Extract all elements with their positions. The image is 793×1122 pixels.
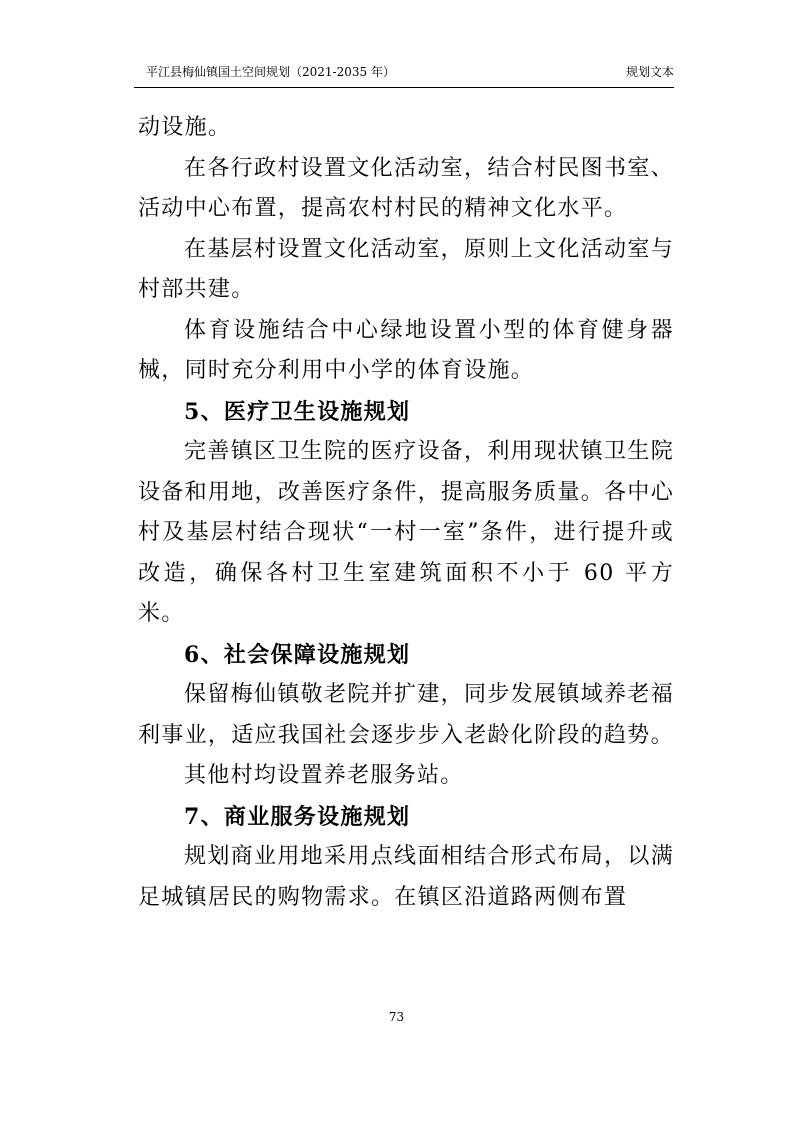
paragraph-continued: 动设施。 <box>138 115 232 140</box>
header-document-title: 平江县梅仙镇国土空间规划（2021-2035 年） <box>146 65 395 79</box>
header-section-label: 规划文本 <box>625 65 674 79</box>
paragraph-sports-facilities: 体育设施结合中心绿地设置小型的体育健身器械，同时充分利用中小学的体育设施。 <box>138 317 674 383</box>
paragraph-elderly-service-stations: 其他村均设置养老服务站。 <box>184 763 464 788</box>
document-body <box>138 108 674 918</box>
section-heading-commercial: 7、商业服务设施规划 <box>184 803 411 830</box>
paragraph-commercial-layout: 规划商业用地采用点线面相结合形式布局，以满足城镇居民的购物需求。在镇区沿道路两侧布置 <box>138 844 674 910</box>
page-header <box>134 60 674 84</box>
section-heading-medical: 5、医疗卫生设施规划 <box>184 398 411 425</box>
header-divider <box>134 87 674 88</box>
paragraph-village-culture-rooms: 在各行政村设置文化活动室，结合村民图书室、活动中心布置，提高农村村民的精神文化水平。 <box>138 155 674 221</box>
paragraph-basic-village-culture: 在基层村设置文化活动室，原则上文化活动室与村部共建。 <box>138 236 674 302</box>
paragraph-medical-facilities: 完善镇区卫生院的医疗设备，利用现状镇卫生院设备和用地，改善医疗条件，提高服务质量。各中心村及基层村结合现状“一村一室”条件，进行提升或改造，确保各村卫生室建筑面积不小于 60 平方米。 <box>138 439 674 626</box>
paragraph-nursing-home: 保留梅仙镇敬老院并扩建，同步发展镇域养老福利事业，适应我国社会逐步步入老龄化阶段的趋势。 <box>138 682 674 748</box>
section-heading-social-security: 6、社会保障设施规划 <box>184 641 411 668</box>
page-number: 73 <box>388 1010 405 1024</box>
